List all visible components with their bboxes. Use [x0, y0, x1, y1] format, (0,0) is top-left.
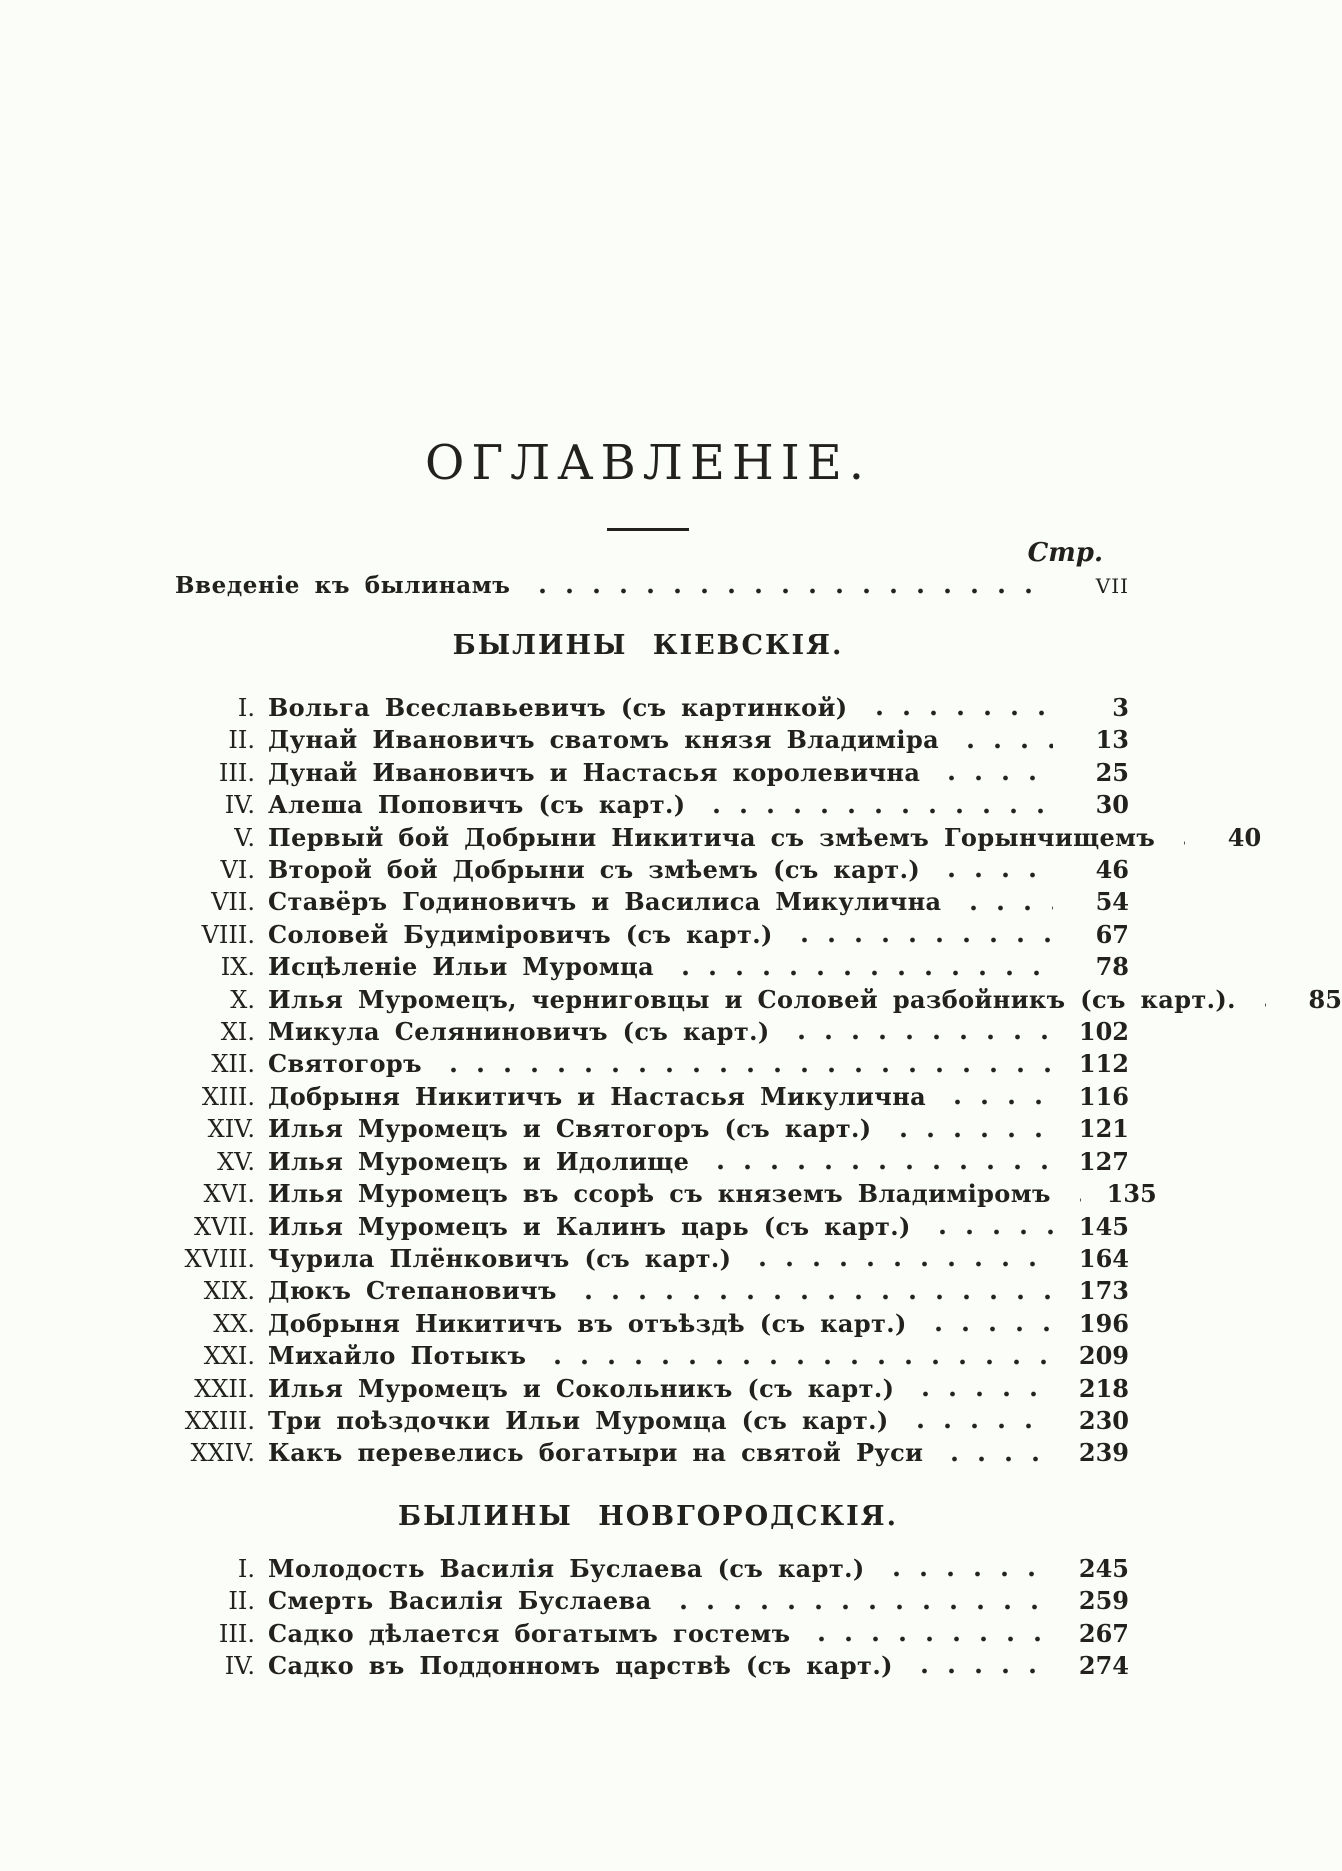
dot-leader — [527, 570, 1053, 602]
dot-leader — [438, 1048, 1053, 1080]
dot-leader — [958, 886, 1054, 918]
entry-page: 164 — [1078, 1243, 1129, 1273]
dot-leader — [936, 854, 1053, 886]
dot-leader — [910, 1373, 1053, 1405]
entry-numeral: XVI. — [203, 1180, 255, 1209]
entry-title: Добрыня Никитичъ въ отъѣздѣ (съ карт.) — [268, 1308, 907, 1338]
entry-page: 274 — [1078, 1650, 1129, 1680]
entry-numeral: VIII. — [201, 920, 255, 949]
toc-entry-row — [167, 822, 1262, 854]
toc-entry-row — [167, 1585, 1129, 1617]
dot-leader — [905, 1405, 1053, 1437]
dot-leader — [806, 1618, 1053, 1650]
dot-leader — [573, 1275, 1053, 1307]
dot-leader — [909, 1650, 1053, 1682]
entry-title: Садко дѣлается богатымъ гостемъ — [268, 1618, 791, 1648]
toc-entry-row — [167, 757, 1129, 789]
toc-entry-row — [167, 1178, 1157, 1210]
entry-page: 218 — [1078, 1373, 1129, 1403]
entry-page: 196 — [1078, 1308, 1129, 1338]
entry-title: Илья Муромецъ и Сокольникъ (съ карт.) — [268, 1373, 895, 1403]
toc-entry-row — [167, 1308, 1129, 1340]
toc-entry-row — [167, 1146, 1129, 1178]
toc-entry-row — [167, 724, 1129, 756]
section-heading: БЫЛИНЫ КІЕВСКІЯ. — [452, 630, 844, 661]
dot-leader — [786, 1016, 1053, 1048]
entry-page: 30 — [1095, 790, 1129, 820]
entry-page: 173 — [1078, 1276, 1129, 1306]
toc-entry-row — [167, 789, 1129, 821]
entry-page: 85 — [1308, 984, 1342, 1014]
dot-leader — [881, 1553, 1053, 1585]
section-entries — [167, 1553, 1129, 1683]
entry-title: Алеша Поповичъ (съ карт.) — [268, 790, 686, 820]
entry-page: 116 — [1078, 1081, 1129, 1111]
dot-leader — [542, 1340, 1053, 1372]
entry-page: 209 — [1078, 1341, 1129, 1371]
entry-title: Илья Муромецъ и Идолище — [268, 1146, 690, 1176]
entry-page: 135 — [1106, 1179, 1157, 1209]
entry-title: Дунай Ивановичъ и Настасья королевична — [268, 757, 921, 787]
entry-numeral: II. — [228, 1587, 255, 1616]
toc-entry-row — [167, 1553, 1129, 1585]
entry-numeral: XI. — [220, 1018, 255, 1047]
entry-page: 145 — [1078, 1211, 1129, 1241]
entry-numeral: IV. — [224, 791, 255, 820]
section-entries — [167, 692, 1342, 1470]
dot-leader — [923, 1308, 1053, 1340]
page-title: ОГЛАВЛЕНІЕ. — [424, 435, 872, 491]
dot-leader — [705, 1146, 1053, 1178]
section-heading: БЫЛИНЫ НОВГОРОДСКІЯ. — [398, 1500, 898, 1532]
entry-title: Исцѣленіе Ильи Муромца — [268, 952, 655, 982]
entry-numeral: I. — [237, 1554, 255, 1583]
entry-page: 78 — [1095, 952, 1129, 982]
toc-section — [167, 629, 1342, 1470]
entry-title: Михайло Потыкъ — [268, 1341, 527, 1371]
toc-entry-row — [167, 1373, 1129, 1405]
toc-entry-row — [167, 1081, 1129, 1113]
entry-title: Илья Муромецъ въ ссорѣ съ княземъ Владиміромъ — [268, 1179, 1051, 1209]
entry-numeral: IV. — [224, 1651, 255, 1680]
entry-title: Илья Муромецъ и Калинъ царь (съ карт.) — [268, 1211, 911, 1241]
entry-numeral: XII. — [211, 1050, 255, 1079]
entry-title: Первый бой Добрыни Никитича съ змѣемъ Горынчищемъ — [268, 822, 1156, 852]
dot-leader — [864, 692, 1053, 724]
entry-numeral: II. — [228, 726, 255, 755]
toc-entry-row — [167, 1048, 1129, 1080]
entry-page: 13 — [1095, 725, 1129, 755]
entry-page: 25 — [1095, 757, 1129, 787]
entry-numeral: VI. — [220, 856, 255, 885]
entry-numeral: XXIII. — [184, 1406, 255, 1435]
entry-title: Садко въ Поддонномъ царствѣ (съ карт.) — [268, 1650, 893, 1680]
toc-entry-row — [167, 984, 1342, 1016]
entry-title: Илья Муромецъ, черниговцы и Соловей разбойникъ (съ карт.). — [268, 984, 1236, 1014]
dot-leader — [939, 1437, 1053, 1469]
entry-title: Смерть Василія Буслаева — [268, 1586, 652, 1616]
entry-numeral: I. — [237, 694, 255, 722]
entry-title: Дюкъ Степановичъ — [268, 1276, 557, 1306]
entry-page: 3 — [1112, 693, 1129, 722]
entry-title: Соловей Будиміровичъ (съ карт.) — [268, 919, 773, 949]
entry-page: 127 — [1078, 1146, 1129, 1176]
toc-entry-row — [167, 1243, 1129, 1275]
title-divider — [607, 528, 689, 531]
entry-page: 67 — [1095, 919, 1129, 949]
toc-entry-row — [167, 1405, 1129, 1437]
entry-title: Микула Селяниновичъ (съ карт.) — [268, 1017, 770, 1047]
dot-leader — [936, 757, 1053, 789]
dot-leader — [955, 724, 1053, 756]
entry-numeral: V. — [234, 823, 255, 852]
entry-title: Добрыня Никитичъ и Настасья Микулична — [268, 1081, 927, 1111]
entry-numeral: IX. — [220, 953, 255, 982]
dot-leader — [668, 1585, 1053, 1617]
entry-page: 230 — [1078, 1405, 1129, 1435]
entry-title: Чурила Плёнковичъ (съ карт.) — [268, 1243, 732, 1273]
dot-leader — [670, 951, 1053, 983]
toc-content — [167, 0, 1342, 1682]
dot-leader — [789, 919, 1053, 951]
entry-title: Второй бой Добрыни съ змѣемъ (съ карт.) — [268, 855, 921, 885]
entry-numeral: XVII. — [193, 1212, 255, 1241]
entry-page: 245 — [1078, 1553, 1129, 1583]
intro-page-number: VII — [1095, 574, 1129, 598]
entry-title: Молодость Василія Буслаева (съ карт.) — [268, 1553, 865, 1583]
entry-title: Илья Муромецъ и Святогоръ (съ карт.) — [268, 1114, 872, 1144]
dot-leader — [701, 789, 1053, 821]
dot-leader — [747, 1243, 1053, 1275]
entry-title: Ставёръ Годиновичъ и Василиса Микулична — [268, 887, 942, 917]
toc-entry-row — [167, 919, 1129, 951]
entry-numeral: III. — [218, 1619, 255, 1648]
toc-entry-row — [167, 1618, 1129, 1650]
entry-numeral: XX. — [213, 1309, 255, 1338]
entry-numeral: XVIII. — [184, 1244, 255, 1273]
entry-page: 259 — [1078, 1586, 1129, 1616]
entry-title: Три поѣздочки Ильи Муромца (съ карт.) — [268, 1405, 889, 1435]
entry-numeral: X. — [230, 985, 255, 1014]
toc-section — [167, 1500, 1129, 1683]
entry-page: 239 — [1078, 1438, 1129, 1468]
entry-title: Святогоръ — [268, 1049, 422, 1079]
entry-numeral: XXIV. — [190, 1439, 255, 1468]
dot-leader — [927, 1211, 1053, 1243]
entry-numeral: XXII. — [194, 1374, 255, 1403]
toc-entry-row — [167, 1275, 1129, 1307]
entry-title: Вольга Всеславьевичъ (съ картинкой) — [268, 693, 848, 722]
toc-entry-row — [167, 1016, 1129, 1048]
entry-page: 102 — [1078, 1017, 1129, 1047]
dot-leader — [1171, 822, 1185, 854]
dot-leader — [888, 1113, 1054, 1145]
entry-numeral: XV. — [217, 1147, 255, 1176]
dot-leader — [1067, 1178, 1081, 1210]
toc-entry-row — [167, 1211, 1129, 1243]
entry-title: Дунай Ивановичъ сватомъ князя Владиміра — [268, 725, 940, 755]
page-column-header: Стр. — [1027, 538, 1103, 568]
entry-title: Какъ перевелись богатыри на святой Руси — [268, 1438, 924, 1468]
entry-numeral: XIV. — [207, 1115, 255, 1144]
toc-entry-row — [167, 1650, 1129, 1682]
entry-numeral: III. — [218, 758, 255, 787]
entry-numeral: XIII. — [201, 1082, 255, 1111]
entry-page: 267 — [1078, 1618, 1129, 1648]
toc-entry-row — [167, 886, 1129, 918]
intro-label: Введеніе къ былинамъ — [175, 572, 511, 599]
toc-entry-row — [167, 692, 1129, 724]
toc-sections — [167, 629, 1342, 1682]
entry-page: 54 — [1095, 887, 1129, 917]
toc-entry-row — [167, 1113, 1129, 1145]
entry-numeral: VII. — [211, 888, 255, 917]
entry-page: 121 — [1078, 1114, 1129, 1144]
entry-page: 112 — [1078, 1049, 1129, 1079]
dot-leader — [1252, 984, 1266, 1016]
dot-leader — [942, 1081, 1053, 1113]
entry-numeral: XIX. — [203, 1277, 255, 1306]
entry-page: 46 — [1095, 855, 1129, 885]
toc-entry-row — [167, 1340, 1129, 1372]
entry-numeral: XXI. — [203, 1342, 255, 1371]
entry-page: 40 — [1227, 822, 1262, 852]
toc-entry-row — [167, 854, 1129, 886]
toc-intro-row — [167, 570, 1129, 602]
toc-entry-row — [167, 1437, 1129, 1469]
toc-entry-row — [167, 951, 1129, 983]
